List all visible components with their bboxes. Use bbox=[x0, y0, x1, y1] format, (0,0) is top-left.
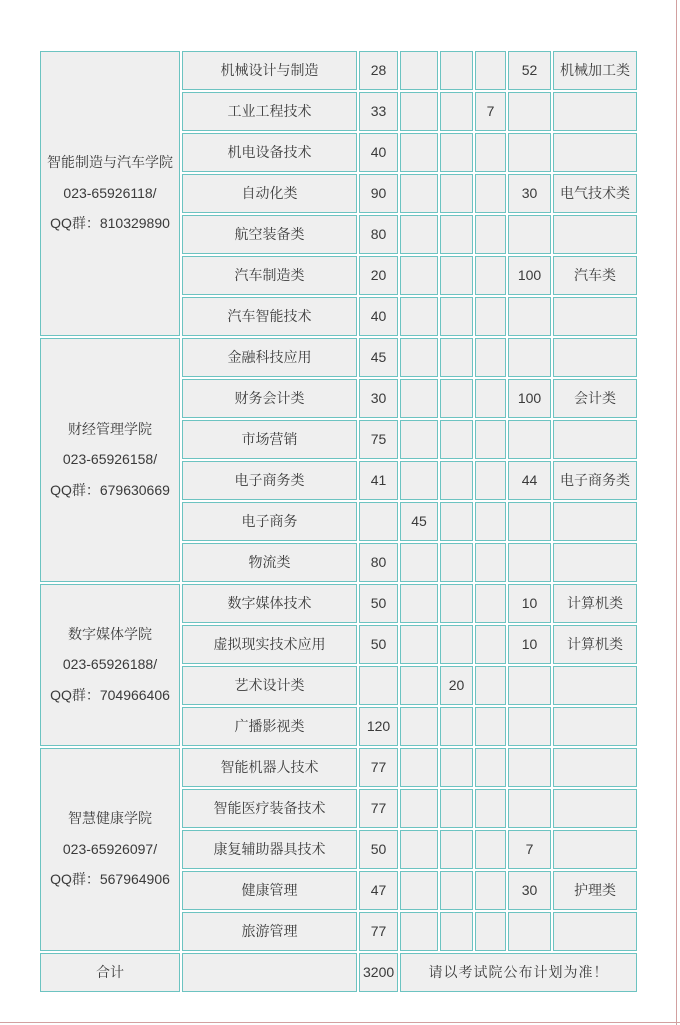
plan-count-cell bbox=[440, 420, 473, 459]
plan-count-cell bbox=[475, 461, 506, 500]
plan-count-cell: 10 bbox=[508, 584, 551, 623]
program-cell: 金融科技应用 bbox=[182, 338, 357, 377]
plan-count-cell bbox=[475, 256, 506, 295]
page-edge-bottom-line bbox=[0, 1022, 680, 1023]
category-cell: 电子商务类 bbox=[553, 461, 637, 500]
plan-count-cell bbox=[475, 707, 506, 746]
college-name: 智能制造与汽车学院 bbox=[47, 154, 173, 171]
category-cell bbox=[553, 666, 637, 705]
page-edge-right-line bbox=[676, 0, 677, 1025]
college-name: 数字媒体学院 bbox=[68, 625, 152, 642]
program-cell: 电子商务 bbox=[182, 502, 357, 541]
plan-count-cell bbox=[400, 297, 438, 336]
plan-count-cell bbox=[440, 215, 473, 254]
plan-count-cell bbox=[440, 543, 473, 582]
plan-count-cell bbox=[400, 789, 438, 828]
category-cell bbox=[553, 297, 637, 336]
plan-count-cell bbox=[508, 215, 551, 254]
plan-row bbox=[40, 51, 637, 90]
category-cell: 计算机类 bbox=[553, 584, 637, 623]
plan-count-cell bbox=[440, 297, 473, 336]
college-cell bbox=[40, 51, 180, 336]
plan-count-cell: 30 bbox=[359, 379, 398, 418]
category-cell bbox=[553, 338, 637, 377]
plan-count-cell: 44 bbox=[508, 461, 551, 500]
category-cell: 汽车类 bbox=[553, 256, 637, 295]
plan-count-cell bbox=[508, 707, 551, 746]
plan-count-cell bbox=[475, 338, 506, 377]
program-cell: 财务会计类 bbox=[182, 379, 357, 418]
total-value-cell: 3200 bbox=[359, 953, 398, 992]
plan-count-cell bbox=[508, 338, 551, 377]
plan-count-cell bbox=[400, 215, 438, 254]
plan-count-cell: 77 bbox=[359, 748, 398, 787]
college-phone: 023-65926097/ bbox=[62, 840, 158, 857]
program-cell: 广播影视类 bbox=[182, 707, 357, 746]
college-cell bbox=[40, 338, 180, 582]
plan-count-cell bbox=[475, 543, 506, 582]
plan-count-cell: 33 bbox=[359, 92, 398, 131]
plan-count-cell bbox=[440, 502, 473, 541]
college-name: 智慧健康学院 bbox=[68, 810, 152, 827]
plan-count-cell bbox=[475, 830, 506, 869]
category-cell bbox=[553, 789, 637, 828]
plan-count-cell: 120 bbox=[359, 707, 398, 746]
plan-count-cell bbox=[400, 461, 438, 500]
plan-count-cell: 77 bbox=[359, 789, 398, 828]
plan-count-cell bbox=[475, 666, 506, 705]
category-cell bbox=[553, 748, 637, 787]
plan-count-cell: 47 bbox=[359, 871, 398, 910]
program-cell: 机械设计与制造 bbox=[182, 51, 357, 90]
college-cell bbox=[40, 748, 180, 951]
program-cell: 汽车制造类 bbox=[182, 256, 357, 295]
plan-count-cell bbox=[508, 748, 551, 787]
plan-count-cell bbox=[475, 51, 506, 90]
college-qq: QQ群：810329890 bbox=[50, 215, 170, 232]
plan-count-cell: 77 bbox=[359, 912, 398, 951]
category-cell bbox=[553, 543, 637, 582]
plan-count-cell: 80 bbox=[359, 543, 398, 582]
college-qq: QQ群：567964906 bbox=[50, 871, 170, 888]
plan-row bbox=[40, 584, 637, 623]
program-cell: 航空装备类 bbox=[182, 215, 357, 254]
category-cell bbox=[553, 133, 637, 172]
category-cell bbox=[553, 912, 637, 951]
plan-count-cell bbox=[440, 912, 473, 951]
plan-count-cell bbox=[475, 502, 506, 541]
plan-count-cell bbox=[475, 174, 506, 213]
college-qq: QQ群：679630669 bbox=[50, 481, 170, 498]
plan-count-cell: 50 bbox=[359, 625, 398, 664]
plan-table-body bbox=[40, 51, 637, 951]
program-cell: 电子商务类 bbox=[182, 461, 357, 500]
plan-count-cell bbox=[440, 625, 473, 664]
program-cell: 智能机器人技术 bbox=[182, 748, 357, 787]
plan-count-cell bbox=[475, 789, 506, 828]
total-row bbox=[40, 953, 637, 992]
plan-count-cell bbox=[400, 420, 438, 459]
plan-count-cell bbox=[440, 51, 473, 90]
category-cell: 护理类 bbox=[553, 871, 637, 910]
plan-count-cell bbox=[359, 666, 398, 705]
plan-count-cell bbox=[400, 912, 438, 951]
plan-count-cell: 7 bbox=[475, 92, 506, 131]
plan-count-cell bbox=[440, 379, 473, 418]
plan-count-cell bbox=[400, 871, 438, 910]
plan-count-cell bbox=[440, 133, 473, 172]
plan-count-cell: 90 bbox=[359, 174, 398, 213]
plan-row bbox=[40, 748, 637, 787]
program-cell: 自动化类 bbox=[182, 174, 357, 213]
program-cell: 机电设备技术 bbox=[182, 133, 357, 172]
program-cell: 虚拟现实技术应用 bbox=[182, 625, 357, 664]
program-cell: 智能医疗装备技术 bbox=[182, 789, 357, 828]
college-name: 财经管理学院 bbox=[68, 420, 152, 437]
program-cell: 旅游管理 bbox=[182, 912, 357, 951]
plan-count-cell: 100 bbox=[508, 256, 551, 295]
plan-count-cell: 7 bbox=[508, 830, 551, 869]
plan-count-cell bbox=[440, 461, 473, 500]
plan-row bbox=[40, 338, 637, 377]
plan-count-cell: 45 bbox=[400, 502, 438, 541]
plan-count-cell bbox=[475, 584, 506, 623]
plan-count-cell bbox=[400, 92, 438, 131]
plan-count-cell bbox=[440, 748, 473, 787]
category-cell bbox=[553, 215, 637, 254]
plan-count-cell bbox=[359, 502, 398, 541]
plan-count-cell bbox=[475, 912, 506, 951]
program-cell: 康复辅助器具技术 bbox=[182, 830, 357, 869]
plan-count-cell bbox=[440, 871, 473, 910]
plan-count-cell bbox=[475, 871, 506, 910]
plan-count-cell bbox=[508, 912, 551, 951]
plan-count-cell bbox=[508, 502, 551, 541]
plan-count-cell: 28 bbox=[359, 51, 398, 90]
plan-count-cell: 20 bbox=[359, 256, 398, 295]
plan-count-cell bbox=[400, 338, 438, 377]
program-cell: 市场营销 bbox=[182, 420, 357, 459]
plan-count-cell: 30 bbox=[508, 174, 551, 213]
plan-count-cell bbox=[508, 789, 551, 828]
category-cell bbox=[553, 830, 637, 869]
plan-count-cell bbox=[440, 584, 473, 623]
total-note-cell: 请以考试院公布计划为准！ bbox=[400, 953, 637, 992]
category-cell bbox=[553, 420, 637, 459]
admission-plan-table bbox=[38, 49, 639, 994]
plan-count-cell bbox=[508, 297, 551, 336]
plan-count-cell bbox=[440, 707, 473, 746]
plan-count-cell bbox=[475, 625, 506, 664]
plan-count-cell bbox=[400, 379, 438, 418]
category-cell: 会计类 bbox=[553, 379, 637, 418]
plan-count-cell: 30 bbox=[508, 871, 551, 910]
program-cell: 汽车智能技术 bbox=[182, 297, 357, 336]
plan-count-cell: 40 bbox=[359, 297, 398, 336]
plan-count-cell: 100 bbox=[508, 379, 551, 418]
plan-count-cell: 41 bbox=[359, 461, 398, 500]
plan-count-cell: 50 bbox=[359, 830, 398, 869]
plan-count-cell bbox=[440, 830, 473, 869]
plan-count-cell bbox=[508, 420, 551, 459]
plan-count-cell bbox=[440, 338, 473, 377]
plan-count-cell bbox=[508, 666, 551, 705]
plan-count-cell bbox=[400, 666, 438, 705]
college-phone: 023-65926188/ bbox=[62, 656, 158, 673]
plan-count-cell bbox=[400, 584, 438, 623]
plan-count-cell bbox=[400, 256, 438, 295]
category-cell bbox=[553, 707, 637, 746]
plan-count-cell bbox=[475, 215, 506, 254]
plan-count-cell bbox=[440, 92, 473, 131]
plan-count-cell bbox=[508, 133, 551, 172]
category-cell: 机械加工类 bbox=[553, 51, 637, 90]
plan-count-cell: 80 bbox=[359, 215, 398, 254]
plan-count-cell bbox=[475, 133, 506, 172]
plan-count-cell bbox=[440, 789, 473, 828]
total-program-empty-cell bbox=[182, 953, 357, 992]
college-phone: 023-65926118/ bbox=[63, 184, 157, 201]
plan-count-cell bbox=[400, 625, 438, 664]
category-cell: 电气技术类 bbox=[553, 174, 637, 213]
plan-count-cell bbox=[400, 543, 438, 582]
plan-count-cell bbox=[400, 748, 438, 787]
plan-count-cell bbox=[475, 379, 506, 418]
category-cell: 计算机类 bbox=[553, 625, 637, 664]
category-cell bbox=[553, 92, 637, 131]
total-label-cell: 合计 bbox=[40, 953, 180, 992]
plan-count-cell: 20 bbox=[440, 666, 473, 705]
plan-count-cell bbox=[440, 174, 473, 213]
plan-count-cell bbox=[400, 830, 438, 869]
plan-count-cell bbox=[400, 174, 438, 213]
program-cell: 物流类 bbox=[182, 543, 357, 582]
category-cell bbox=[553, 502, 637, 541]
plan-count-cell bbox=[508, 92, 551, 131]
plan-table-footer bbox=[40, 953, 637, 992]
plan-count-cell bbox=[440, 256, 473, 295]
plan-count-cell: 45 bbox=[359, 338, 398, 377]
program-cell: 健康管理 bbox=[182, 871, 357, 910]
plan-count-cell bbox=[475, 748, 506, 787]
program-cell: 艺术设计类 bbox=[182, 666, 357, 705]
plan-count-cell bbox=[400, 133, 438, 172]
plan-count-cell bbox=[400, 707, 438, 746]
program-cell: 数字媒体技术 bbox=[182, 584, 357, 623]
program-cell: 工业工程技术 bbox=[182, 92, 357, 131]
college-phone: 023-65926158/ bbox=[62, 451, 158, 468]
plan-count-cell: 52 bbox=[508, 51, 551, 90]
plan-count-cell: 50 bbox=[359, 584, 398, 623]
college-qq: QQ群：704966406 bbox=[50, 686, 170, 703]
plan-count-cell: 75 bbox=[359, 420, 398, 459]
plan-count-cell bbox=[475, 420, 506, 459]
plan-count-cell: 10 bbox=[508, 625, 551, 664]
college-cell bbox=[40, 584, 180, 746]
plan-count-cell bbox=[400, 51, 438, 90]
plan-count-cell bbox=[508, 543, 551, 582]
plan-count-cell bbox=[475, 297, 506, 336]
plan-count-cell: 40 bbox=[359, 133, 398, 172]
